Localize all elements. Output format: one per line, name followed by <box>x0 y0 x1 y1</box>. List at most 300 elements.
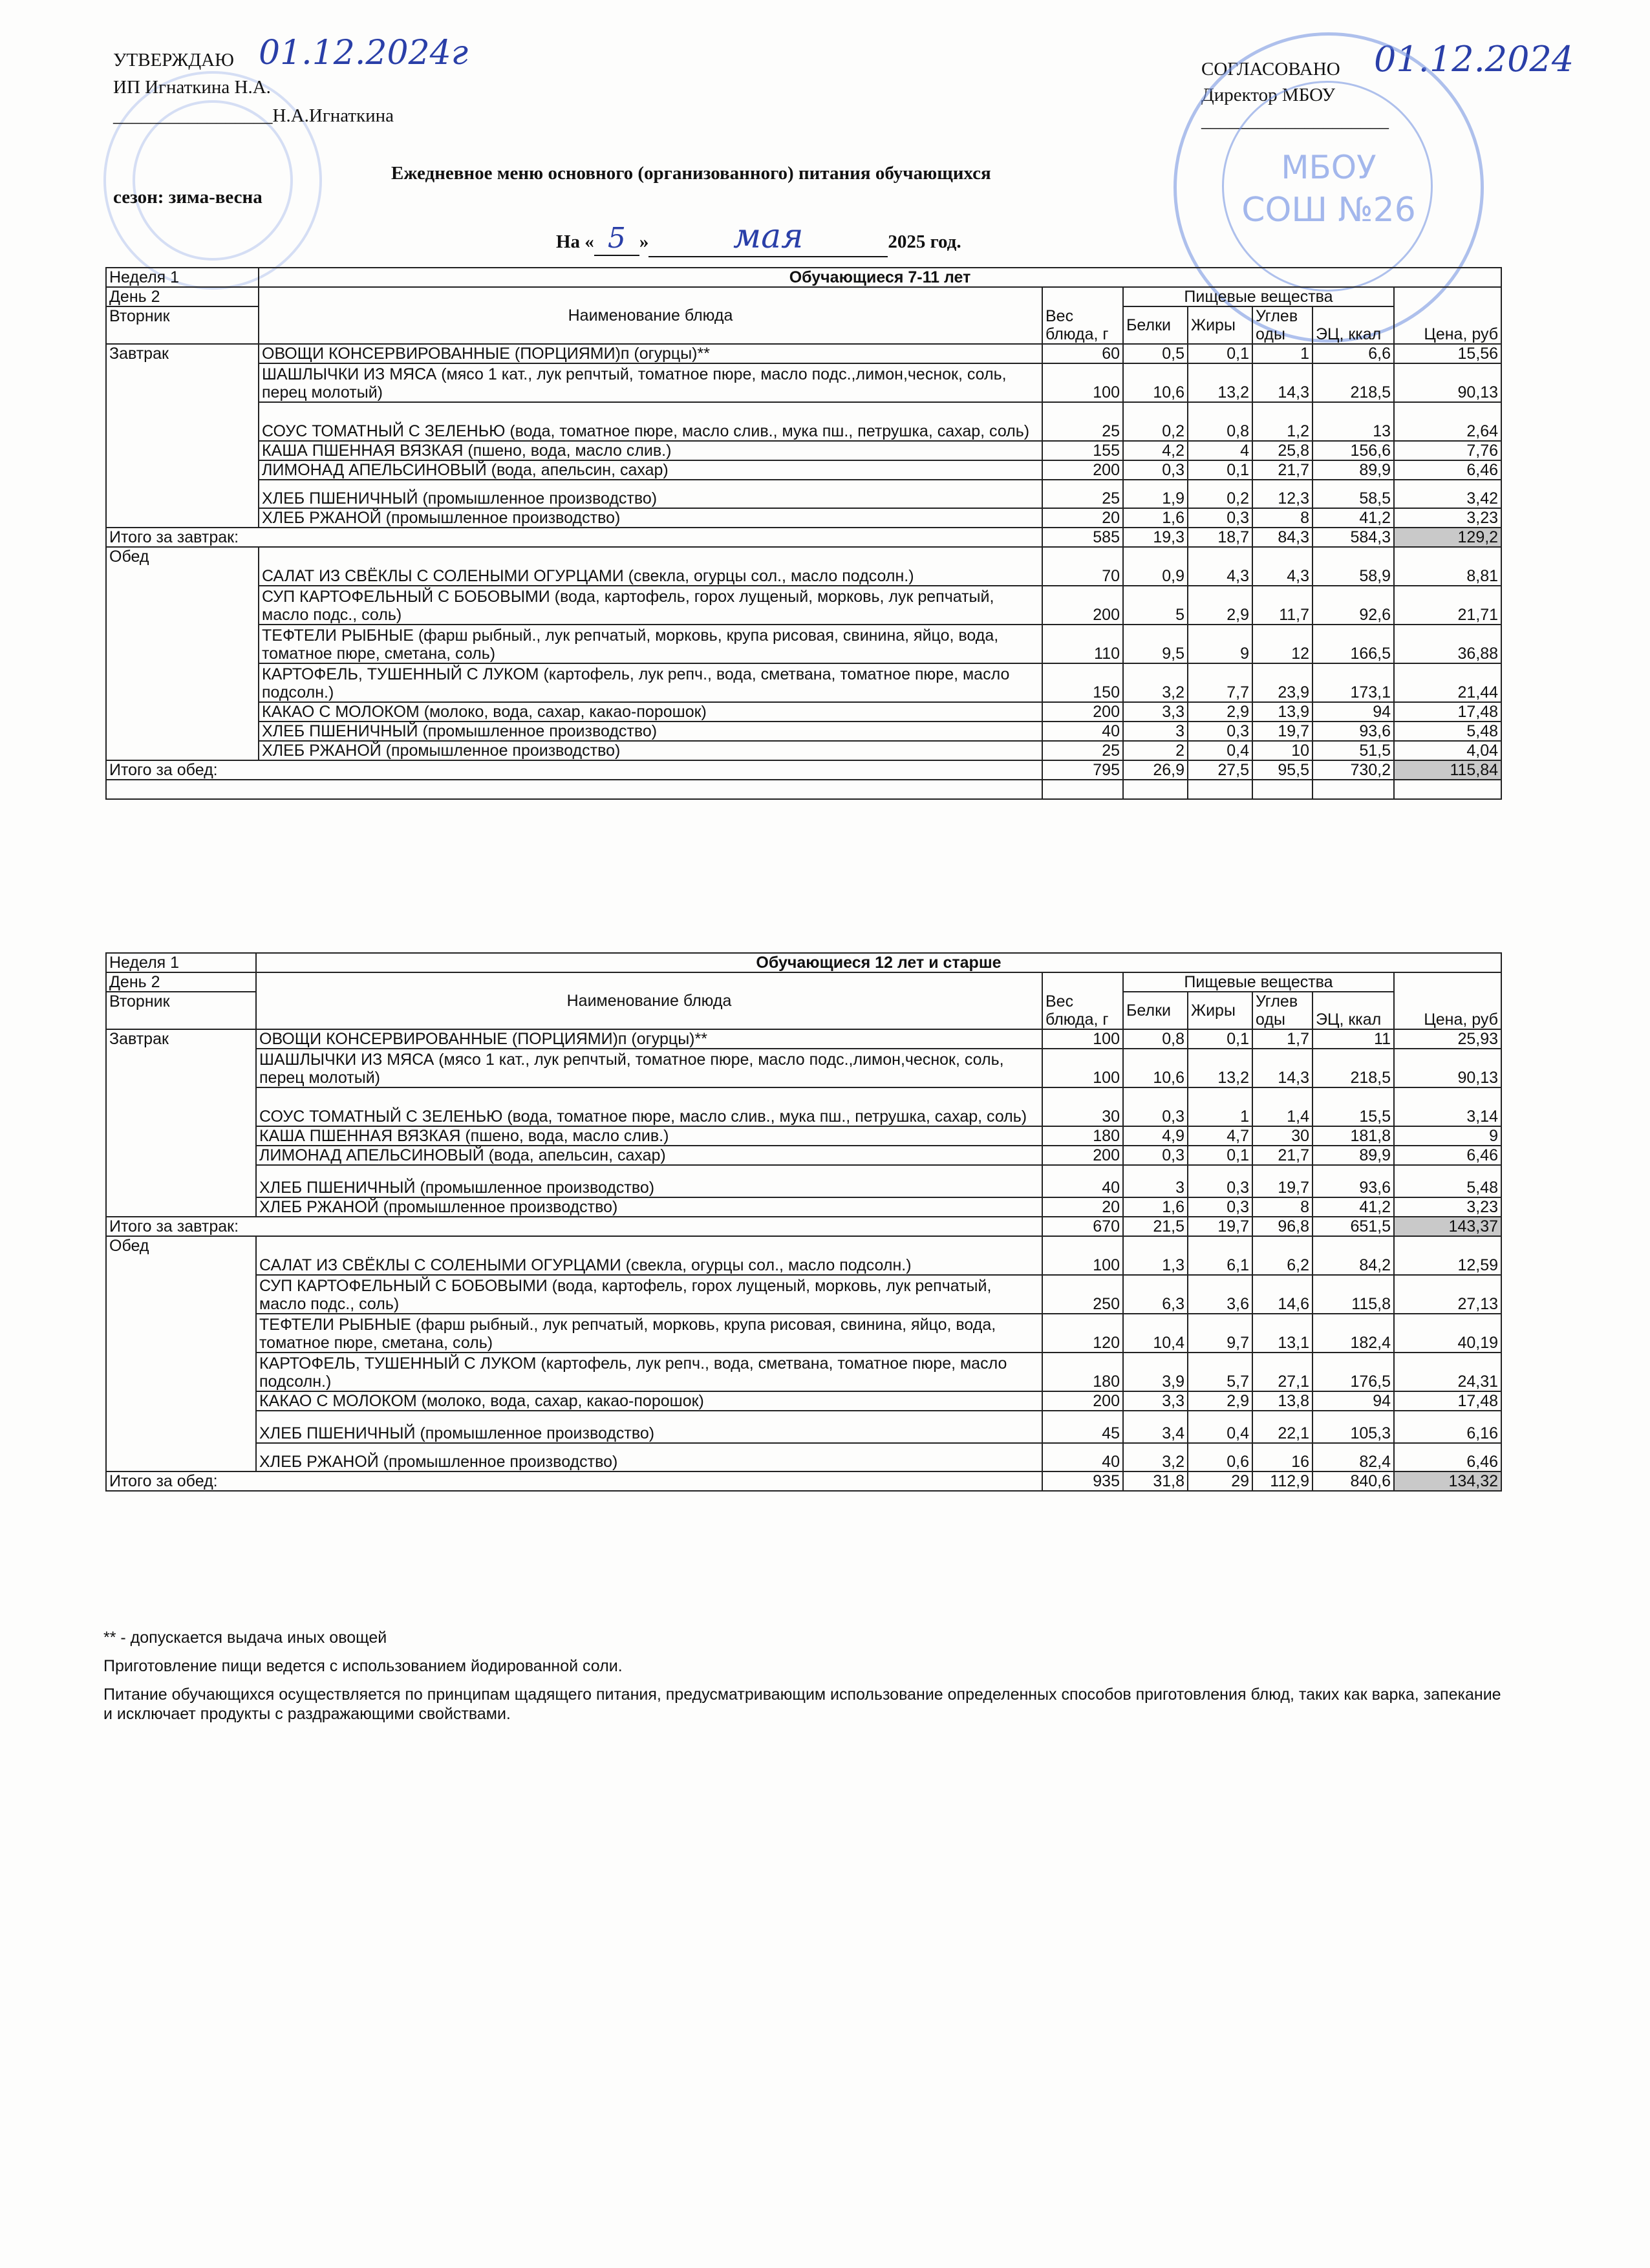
dish-name: КАРТОФЕЛЬ, ТУШЕННЫЙ С ЛУКОМ (картофель, лук репч., вода, сметвана, томатное пюре, масло подсолн.) <box>256 1353 1042 1391</box>
total-fat: 19,7 <box>1188 1217 1252 1236</box>
dish-name: ХЛЕБ ПШЕНИЧНЫЙ (промышленное производство) <box>256 1411 1042 1443</box>
table-row <box>106 344 1501 363</box>
dish-fat: 13,2 <box>1188 363 1252 402</box>
dish-name: КАША ПШЕННАЯ ВЯЗКАЯ (пшено, вода, масло слив.) <box>256 1126 1042 1146</box>
menu-table-12-plus <box>105 952 1502 1492</box>
dish-energy: 89,9 <box>1312 1146 1394 1165</box>
table-row <box>106 1197 1501 1217</box>
dish-energy: 92,6 <box>1312 586 1394 625</box>
dish-price: 5,48 <box>1394 722 1501 741</box>
dish-fat: 4,3 <box>1188 547 1252 586</box>
column-header-fat: Жиры <box>1188 992 1252 1029</box>
meal-name: Завтрак <box>106 344 259 528</box>
dish-protein: 0,9 <box>1123 547 1188 586</box>
dish-protein: 0,8 <box>1123 1029 1188 1049</box>
menu-table-7-11 <box>105 267 1502 800</box>
total-label: Итого за завтрак: <box>106 1217 1042 1236</box>
dish-price: 90,13 <box>1394 363 1501 402</box>
dish-weight: 180 <box>1042 1126 1123 1146</box>
table-row <box>106 1353 1501 1391</box>
table-row <box>106 1275 1501 1314</box>
total-carbs: 95,5 <box>1252 760 1312 780</box>
dish-weight: 200 <box>1042 586 1123 625</box>
dish-protein: 3,9 <box>1123 1353 1188 1391</box>
total-energy: 840,6 <box>1312 1471 1394 1491</box>
total-fat: 18,7 <box>1188 528 1252 547</box>
dish-weight: 150 <box>1042 663 1123 702</box>
total-row <box>106 528 1501 547</box>
column-header-carbs: Углев оды <box>1252 992 1312 1029</box>
total-row <box>106 1471 1501 1491</box>
dish-fat: 0,2 <box>1188 480 1252 508</box>
dish-price: 3,14 <box>1394 1087 1501 1126</box>
dish-fat: 0,3 <box>1188 1165 1252 1197</box>
table-row <box>106 586 1501 625</box>
dish-carbs: 1,2 <box>1252 402 1312 441</box>
school-stamp-line1: МБОУ <box>1281 149 1377 186</box>
column-header-carbs: Углев оды <box>1252 306 1312 344</box>
approve-person: ИП Игнаткина Н.А. <box>113 77 271 98</box>
meal-name: Обед <box>106 547 259 760</box>
dish-weight: 200 <box>1042 1146 1123 1165</box>
dish-carbs: 1,7 <box>1252 1029 1312 1049</box>
school-stamp-line2: СОШ №26 <box>1241 191 1416 230</box>
dish-name: СОУС ТОМАТНЫЙ С ЗЕЛЕНЬЮ (вода, томатное пюре, масло слив., мука пш., петрушка, сахар, соль) <box>259 402 1042 441</box>
dish-fat: 0,3 <box>1188 722 1252 741</box>
total-label: Итого за обед: <box>106 1471 1042 1491</box>
dish-carbs: 12,3 <box>1252 480 1312 508</box>
total-fat: 27,5 <box>1188 760 1252 780</box>
dish-fat: 9,7 <box>1188 1314 1252 1353</box>
approve-label: УТВЕРЖДАЮ <box>113 50 234 70</box>
dish-energy: 218,5 <box>1312 363 1394 402</box>
dish-weight: 60 <box>1042 344 1123 363</box>
note-gentle-diet: Питание обучающихся осуществляется по принципам щадящего питания, предусматривающим использование определенных способов приготовления блюд, таких как варка, запекание и исключает продукты с раздражающими свойствами. <box>103 1685 1501 1723</box>
dish-energy: 176,5 <box>1312 1353 1394 1391</box>
note-vegetables: ** - допускается выдача иных овощей <box>103 1629 387 1647</box>
weekday-cell: Вторник <box>106 992 256 1029</box>
dish-protein: 3 <box>1123 722 1188 741</box>
dish-carbs: 10 <box>1252 741 1312 760</box>
dish-price: 17,48 <box>1394 1391 1501 1411</box>
dish-name: САЛАТ ИЗ СВЁКЛЫ С СОЛЕНЫМИ ОГУРЦАМИ (свекла, огурцы сол., масло подсолн.) <box>256 1236 1042 1275</box>
dish-price: 7,76 <box>1394 441 1501 460</box>
dish-protein: 0,3 <box>1123 1087 1188 1126</box>
dish-price: 90,13 <box>1394 1049 1501 1087</box>
dish-name: ШАШЛЫЧКИ ИЗ МЯСА (мясо 1 кат., лук репчтый, томатное пюре, масло подс.,лимон,чеснок, соль, перец молотый) <box>259 363 1042 402</box>
dish-price: 12,59 <box>1394 1236 1501 1275</box>
dish-protein: 3 <box>1123 1165 1188 1197</box>
total-row <box>106 1217 1501 1236</box>
dish-price: 21,44 <box>1394 663 1501 702</box>
dish-fat: 0,1 <box>1188 1146 1252 1165</box>
dish-name: ЛИМОНАД АПЕЛЬСИНОВЫЙ (вода, апельсин, сахар) <box>259 460 1042 480</box>
dish-energy: 41,2 <box>1312 508 1394 528</box>
dish-price: 24,31 <box>1394 1353 1501 1391</box>
dish-weight: 155 <box>1042 441 1123 460</box>
total-row <box>106 760 1501 780</box>
table-row <box>106 1411 1501 1443</box>
total-weight: 935 <box>1042 1471 1123 1491</box>
dish-price: 4,04 <box>1394 741 1501 760</box>
dish-name: ШАШЛЫЧКИ ИЗ МЯСА (мясо 1 кат., лук репчтый, томатное пюре, масло подс.,лимон,чеснок, соль, перец молотый) <box>256 1049 1042 1087</box>
table-row <box>106 1391 1501 1411</box>
dish-fat: 0,8 <box>1188 402 1252 441</box>
dish-weight: 45 <box>1042 1411 1123 1443</box>
dish-name: СОУС ТОМАТНЫЙ С ЗЕЛЕНЬЮ (вода, томатное пюре, масло слив., мука пш., петрушка, сахар, соль) <box>256 1087 1042 1126</box>
column-header-nutrients: Пищевые вещества <box>1123 972 1394 992</box>
dish-protein: 3,4 <box>1123 1411 1188 1443</box>
table-row <box>106 441 1501 460</box>
dish-energy: 51,5 <box>1312 741 1394 760</box>
table-row <box>106 402 1501 441</box>
dish-energy: 58,9 <box>1312 547 1394 586</box>
dish-carbs: 27,1 <box>1252 1353 1312 1391</box>
dish-energy: 115,8 <box>1312 1275 1394 1314</box>
dish-energy: 94 <box>1312 702 1394 722</box>
dish-name: ХЛЕБ ПШЕНИЧНЫЙ (промышленное производство) <box>259 722 1042 741</box>
dish-name: КАРТОФЕЛЬ, ТУШЕННЫЙ С ЛУКОМ (картофель, лук репч., вода, сметвана, томатное пюре, масло подсолн.) <box>259 663 1042 702</box>
dish-carbs: 16 <box>1252 1443 1312 1471</box>
group-title: Обучающиеся 7-11 лет <box>259 268 1501 287</box>
note-iodized-salt: Приготовление пищи ведется с использованием йодированной соли. <box>103 1657 623 1675</box>
dish-energy: 15,5 <box>1312 1087 1394 1126</box>
dish-protein: 0,3 <box>1123 1146 1188 1165</box>
dish-name: ТЕФТЕЛИ РЫБНЫЕ (фарш рыбный., лук репчатый, морковь, крупа рисовая, свинина, яйцо, вода, томатное пюре, сметана, соль) <box>259 625 1042 663</box>
dish-fat: 0,4 <box>1188 1411 1252 1443</box>
dish-energy: 93,6 <box>1312 722 1394 741</box>
dish-fat: 0,6 <box>1188 1443 1252 1471</box>
dish-energy: 166,5 <box>1312 625 1394 663</box>
dish-weight: 120 <box>1042 1314 1123 1353</box>
week-cell: Неделя 1 <box>106 268 259 287</box>
total-price: 115,84 <box>1394 760 1501 780</box>
table-row <box>106 547 1501 586</box>
dish-energy: 173,1 <box>1312 663 1394 702</box>
dish-price: 3,42 <box>1394 480 1501 508</box>
date-suffix: 2025 год. <box>888 231 961 252</box>
dish-price: 21,71 <box>1394 586 1501 625</box>
group-title: Обучающиеся 12 лет и старше <box>256 953 1501 972</box>
dish-weight: 200 <box>1042 1391 1123 1411</box>
dish-price: 27,13 <box>1394 1275 1501 1314</box>
total-energy: 730,2 <box>1312 760 1394 780</box>
dish-name: ОВОЩИ КОНСЕРВИРОВАННЫЕ (ПОРЦИЯМИ)п (огурцы)** <box>256 1029 1042 1049</box>
dish-weight: 20 <box>1042 508 1123 528</box>
date-day: 5 <box>594 222 639 256</box>
dish-protein: 9,5 <box>1123 625 1188 663</box>
dish-name: ХЛЕБ РЖАНОЙ (промышленное производство) <box>256 1443 1042 1471</box>
column-header-price: Цена, руб <box>1394 287 1501 344</box>
dish-carbs: 30 <box>1252 1126 1312 1146</box>
dish-name: ТЕФТЕЛИ РЫБНЫЕ (фарш рыбный., лук репчатый, морковь, крупа рисовая, свинина, яйцо, вода, томатное пюре, сметана, соль) <box>256 1314 1042 1353</box>
dish-protein: 2 <box>1123 741 1188 760</box>
date-prefix: На « <box>556 231 594 252</box>
dish-name: КАША ПШЕННАЯ ВЯЗКАЯ (пшено, вода, масло слив.) <box>259 441 1042 460</box>
dish-protein: 1,3 <box>1123 1236 1188 1275</box>
table-row <box>106 625 1501 663</box>
column-header-price: Цена, руб <box>1394 972 1501 1029</box>
total-price: 134,32 <box>1394 1471 1501 1491</box>
total-carbs: 96,8 <box>1252 1217 1312 1236</box>
total-protein: 26,9 <box>1123 760 1188 780</box>
dish-protein: 0,5 <box>1123 344 1188 363</box>
dish-weight: 100 <box>1042 1236 1123 1275</box>
dish-carbs: 14,3 <box>1252 1049 1312 1087</box>
dish-energy: 218,5 <box>1312 1049 1394 1087</box>
dish-price: 40,19 <box>1394 1314 1501 1353</box>
dish-fat: 2,9 <box>1188 702 1252 722</box>
dish-carbs: 21,7 <box>1252 460 1312 480</box>
table-row <box>106 663 1501 702</box>
dish-fat: 0,1 <box>1188 1029 1252 1049</box>
column-header-energy: ЭЦ, ккал <box>1312 306 1394 344</box>
dish-protein: 3,3 <box>1123 1391 1188 1411</box>
dish-fat: 5,7 <box>1188 1353 1252 1391</box>
dish-energy: 13 <box>1312 402 1394 441</box>
dish-protein: 6,3 <box>1123 1275 1188 1314</box>
dish-carbs: 19,7 <box>1252 722 1312 741</box>
dish-energy: 41,2 <box>1312 1197 1394 1217</box>
dish-weight: 100 <box>1042 1029 1123 1049</box>
table-row <box>106 1126 1501 1146</box>
dish-energy: 89,9 <box>1312 460 1394 480</box>
table-row <box>106 1236 1501 1275</box>
dish-weight: 25 <box>1042 480 1123 508</box>
total-energy: 651,5 <box>1312 1217 1394 1236</box>
dish-price: 36,88 <box>1394 625 1501 663</box>
dish-energy: 84,2 <box>1312 1236 1394 1275</box>
day-cell: День 2 <box>106 972 256 992</box>
dish-protein: 4,9 <box>1123 1126 1188 1146</box>
total-weight: 670 <box>1042 1217 1123 1236</box>
dish-fat: 0,1 <box>1188 460 1252 480</box>
dish-protein: 10,4 <box>1123 1314 1188 1353</box>
dish-fat: 0,4 <box>1188 741 1252 760</box>
dish-protein: 10,6 <box>1123 1049 1188 1087</box>
table-row <box>106 1443 1501 1471</box>
dish-name: СУП КАРТОФЕЛЬНЫЙ С БОБОВЫМИ (вода, картофель, горох лущеный, морковь, лук репчатый, масло подс., соль) <box>256 1275 1042 1314</box>
table-row <box>106 460 1501 480</box>
table-row <box>106 1165 1501 1197</box>
season: сезон: зима-весна <box>113 187 262 208</box>
date-month: мая <box>648 217 888 257</box>
dish-fat: 1 <box>1188 1087 1252 1126</box>
dish-carbs: 14,6 <box>1252 1275 1312 1314</box>
column-header-protein: Белки <box>1123 306 1188 344</box>
approve-signature-line: _________________Н.А.Игнаткина <box>113 105 394 126</box>
dish-carbs: 25,8 <box>1252 441 1312 460</box>
dish-carbs: 13,9 <box>1252 702 1312 722</box>
document-title: Ежедневное меню основного (организованного) питания обучающихся <box>391 163 991 184</box>
dish-price: 9 <box>1394 1126 1501 1146</box>
dish-carbs: 19,7 <box>1252 1165 1312 1197</box>
table-row <box>106 1146 1501 1165</box>
dish-weight: 100 <box>1042 1049 1123 1087</box>
dish-price: 6,46 <box>1394 1146 1501 1165</box>
total-label: Итого за обед: <box>106 760 1042 780</box>
dish-carbs: 11,7 <box>1252 586 1312 625</box>
dish-weight: 70 <box>1042 547 1123 586</box>
agreed-label: СОГЛАСОВАНО <box>1201 59 1340 80</box>
dish-price: 3,23 <box>1394 508 1501 528</box>
dish-weight: 180 <box>1042 1353 1123 1391</box>
table-row <box>106 702 1501 722</box>
dish-energy: 94 <box>1312 1391 1394 1411</box>
dish-weight: 20 <box>1042 1197 1123 1217</box>
dish-weight: 25 <box>1042 402 1123 441</box>
dish-weight: 110 <box>1042 625 1123 663</box>
dish-protein: 3,3 <box>1123 702 1188 722</box>
dish-carbs: 4,3 <box>1252 547 1312 586</box>
total-protein: 19,3 <box>1123 528 1188 547</box>
agreed-signature-line: ____________________ <box>1201 111 1389 131</box>
dish-fat: 4,7 <box>1188 1126 1252 1146</box>
meal-name: Завтрак <box>106 1029 256 1217</box>
dish-carbs: 22,1 <box>1252 1411 1312 1443</box>
total-label: Итого за завтрак: <box>106 528 1042 547</box>
dish-name: СУП КАРТОФЕЛЬНЫЙ С БОБОВЫМИ (вода, картофель, горох лущеный, морковь, лук репчатый, масло подс., соль) <box>259 586 1042 625</box>
total-weight: 795 <box>1042 760 1123 780</box>
week-cell: Неделя 1 <box>106 953 256 972</box>
column-header-nutrients: Пищевые вещества <box>1123 287 1394 306</box>
dish-name: ХЛЕБ ПШЕНИЧНЫЙ (промышленное производство) <box>259 480 1042 508</box>
table-row <box>106 480 1501 508</box>
dish-fat: 6,1 <box>1188 1236 1252 1275</box>
dish-protein: 0,3 <box>1123 460 1188 480</box>
dish-weight: 100 <box>1042 363 1123 402</box>
dish-carbs: 1,4 <box>1252 1087 1312 1126</box>
dish-energy: 93,6 <box>1312 1165 1394 1197</box>
dish-price: 17,48 <box>1394 702 1501 722</box>
dish-protein: 1,6 <box>1123 508 1188 528</box>
dish-carbs: 6,2 <box>1252 1236 1312 1275</box>
dish-carbs: 8 <box>1252 1197 1312 1217</box>
dish-name: ОВОЩИ КОНСЕРВИРОВАННЫЕ (ПОРЦИЯМИ)п (огурцы)** <box>259 344 1042 363</box>
table-row <box>106 722 1501 741</box>
approve-date: 01.12.2024г <box>259 34 469 72</box>
dish-price: 6,16 <box>1394 1411 1501 1443</box>
dish-energy: 58,5 <box>1312 480 1394 508</box>
column-header-name: Наименование блюда <box>256 972 1042 1029</box>
dish-carbs: 14,3 <box>1252 363 1312 402</box>
dish-name: ХЛЕБ РЖАНОЙ (промышленное производство) <box>256 1197 1042 1217</box>
school-stamp-inner-ring <box>1222 81 1433 292</box>
dish-price: 6,46 <box>1394 460 1501 480</box>
dish-fat: 2,9 <box>1188 586 1252 625</box>
dish-carbs: 23,9 <box>1252 663 1312 702</box>
dish-protein: 0,2 <box>1123 402 1188 441</box>
dish-fat: 0,1 <box>1188 344 1252 363</box>
table-row <box>106 741 1501 760</box>
dish-weight: 40 <box>1042 1165 1123 1197</box>
column-header-fat: Жиры <box>1188 306 1252 344</box>
dish-fat: 3,6 <box>1188 1275 1252 1314</box>
total-price: 143,37 <box>1394 1217 1501 1236</box>
meal-name: Обед <box>106 1236 256 1471</box>
dish-name: ХЛЕБ ПШЕНИЧНЫЙ (промышленное производство) <box>256 1165 1042 1197</box>
weekday-cell: Вторник <box>106 306 259 344</box>
column-header-weight: Вес блюда, г <box>1042 972 1123 1029</box>
dish-fat: 7,7 <box>1188 663 1252 702</box>
total-carbs: 84,3 <box>1252 528 1312 547</box>
dish-energy: 181,8 <box>1312 1126 1394 1146</box>
dish-price: 3,23 <box>1394 1197 1501 1217</box>
column-header-weight: Вес блюда, г <box>1042 287 1123 344</box>
table-row <box>106 1029 1501 1049</box>
dish-weight: 200 <box>1042 702 1123 722</box>
dish-energy: 82,4 <box>1312 1443 1394 1471</box>
dish-protein: 1,6 <box>1123 1197 1188 1217</box>
agreed-person: Директор МБОУ <box>1201 85 1336 105</box>
dish-price: 5,48 <box>1394 1165 1501 1197</box>
dish-carbs: 13,1 <box>1252 1314 1312 1353</box>
dish-carbs: 1 <box>1252 344 1312 363</box>
total-protein: 31,8 <box>1123 1471 1188 1491</box>
total-energy: 584,3 <box>1312 528 1394 547</box>
dish-fat: 0,3 <box>1188 1197 1252 1217</box>
day-cell: День 2 <box>106 287 259 306</box>
table-row <box>106 1049 1501 1087</box>
spacer-row <box>106 780 1501 799</box>
dish-fat: 2,9 <box>1188 1391 1252 1411</box>
dish-name: КАКАО С МОЛОКОМ (молоко, вода, сахар, какао-порошок) <box>259 702 1042 722</box>
dish-price: 2,64 <box>1394 402 1501 441</box>
total-weight: 585 <box>1042 528 1123 547</box>
dish-weight: 200 <box>1042 460 1123 480</box>
dish-weight: 250 <box>1042 1275 1123 1314</box>
dish-fat: 9 <box>1188 625 1252 663</box>
dish-protein: 10,6 <box>1123 363 1188 402</box>
column-header-energy: ЭЦ, ккал <box>1312 992 1394 1029</box>
dish-name: САЛАТ ИЗ СВЁКЛЫ С СОЛЕНЫМИ ОГУРЦАМИ (свекла, огурцы сол., масло подсолн.) <box>259 547 1042 586</box>
dish-fat: 13,2 <box>1188 1049 1252 1087</box>
menu-date <box>556 217 961 257</box>
total-carbs: 112,9 <box>1252 1471 1312 1491</box>
dish-carbs: 13,8 <box>1252 1391 1312 1411</box>
footnotes <box>103 1628 1506 1724</box>
agreed-date: 01.12.2024 <box>1374 39 1574 80</box>
dish-protein: 3,2 <box>1123 663 1188 702</box>
column-header-name: Наименование блюда <box>259 287 1042 344</box>
dish-name: ХЛЕБ РЖАНОЙ (промышленное производство) <box>259 508 1042 528</box>
dish-carbs: 21,7 <box>1252 1146 1312 1165</box>
column-header-protein: Белки <box>1123 992 1188 1029</box>
total-protein: 21,5 <box>1123 1217 1188 1236</box>
dish-protein: 3,2 <box>1123 1443 1188 1471</box>
dish-protein: 4,2 <box>1123 441 1188 460</box>
dish-name: ХЛЕБ РЖАНОЙ (промышленное производство) <box>259 741 1042 760</box>
dish-weight: 25 <box>1042 741 1123 760</box>
total-fat: 29 <box>1188 1471 1252 1491</box>
table-row <box>106 363 1501 402</box>
dish-price: 6,46 <box>1394 1443 1501 1471</box>
table-row <box>106 508 1501 528</box>
dish-energy: 11 <box>1312 1029 1394 1049</box>
table-row <box>106 1087 1501 1126</box>
dish-protein: 1,9 <box>1123 480 1188 508</box>
dish-fat: 0,3 <box>1188 508 1252 528</box>
dish-carbs: 12 <box>1252 625 1312 663</box>
dish-energy: 105,3 <box>1312 1411 1394 1443</box>
dish-price: 15,56 <box>1394 344 1501 363</box>
dish-fat: 4 <box>1188 441 1252 460</box>
date-mid: » <box>639 231 649 252</box>
dish-protein: 5 <box>1123 586 1188 625</box>
dish-energy: 6,6 <box>1312 344 1394 363</box>
dish-name: ЛИМОНАД АПЕЛЬСИНОВЫЙ (вода, апельсин, сахар) <box>256 1146 1042 1165</box>
dish-price: 8,81 <box>1394 547 1501 586</box>
